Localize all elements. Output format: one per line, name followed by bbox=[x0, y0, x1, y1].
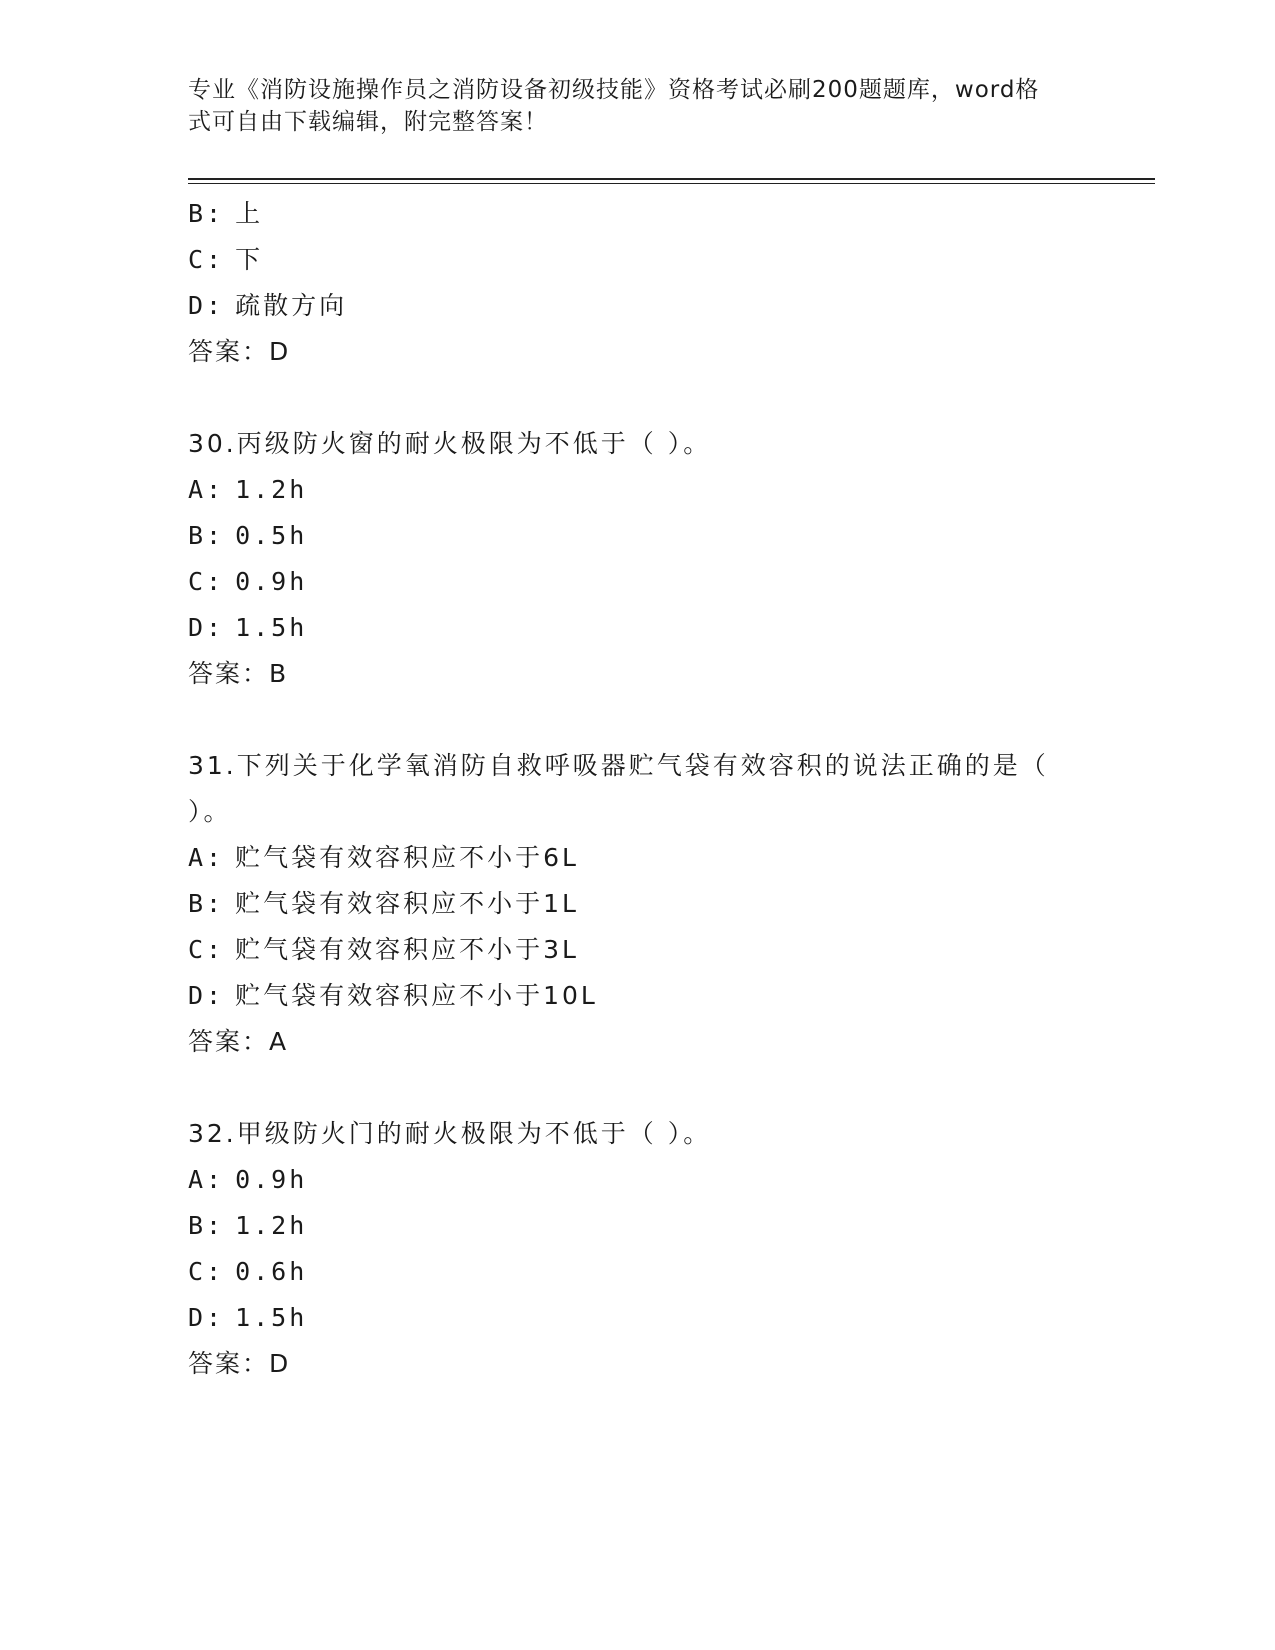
question-stem: 31.下列关于化学氧消防自救呼吸器贮气袋有效容积的说法正确的是（ bbox=[188, 751, 1049, 780]
option-line bbox=[188, 1203, 1088, 1249]
question-block-32 bbox=[188, 1111, 1088, 1387]
option-label: D: bbox=[188, 291, 225, 320]
answer-line: 答案：D bbox=[188, 337, 291, 366]
option-label: D: bbox=[188, 613, 225, 642]
option-text: 贮气袋有效容积应不小于3L bbox=[235, 935, 579, 964]
question-stem-continuation: ）。 bbox=[188, 797, 232, 826]
option-label: C: bbox=[188, 567, 225, 596]
header-divider-thin bbox=[188, 183, 1155, 184]
question-stem: 32.甲级防火门的耐火极限为不低于（ ）。 bbox=[188, 1119, 712, 1148]
option-line bbox=[188, 513, 1088, 559]
option-line bbox=[188, 1249, 1088, 1295]
option-text: 0.6h bbox=[235, 1257, 308, 1286]
question-list bbox=[188, 191, 1088, 1387]
option-line bbox=[188, 559, 1088, 605]
option-line bbox=[188, 1157, 1088, 1203]
option-line bbox=[188, 605, 1088, 651]
option-text: 0.5h bbox=[235, 521, 308, 550]
option-text: 贮气袋有效容积应不小于10L bbox=[235, 981, 598, 1010]
previous-question-block bbox=[188, 191, 1088, 375]
question-block-30 bbox=[188, 421, 1088, 697]
document-header bbox=[188, 74, 1068, 138]
option-text: 下 bbox=[235, 245, 264, 274]
option-label: A: bbox=[188, 843, 225, 872]
question-block-31 bbox=[188, 743, 1088, 1065]
question-stem: 30.丙级防火窗的耐火极限为不低于（ ）。 bbox=[188, 429, 712, 458]
option-line bbox=[188, 973, 1088, 1019]
answer-line: 答案：D bbox=[188, 1349, 291, 1378]
option-text: 上 bbox=[235, 199, 264, 228]
header-divider-thick bbox=[188, 178, 1155, 180]
option-line bbox=[188, 835, 1088, 881]
spacer bbox=[188, 1065, 1088, 1111]
option-text: 疏散方向 bbox=[235, 291, 348, 320]
option-text: 贮气袋有效容积应不小于1L bbox=[235, 889, 579, 918]
option-label: B: bbox=[188, 521, 225, 550]
option-label: D: bbox=[188, 1303, 225, 1332]
option-text: 0.9h bbox=[235, 567, 308, 596]
option-text: 贮气袋有效容积应不小于6L bbox=[235, 843, 579, 872]
option-text: 1.2h bbox=[235, 475, 308, 504]
option-line bbox=[188, 237, 1088, 283]
option-line bbox=[188, 1295, 1088, 1341]
option-label: C: bbox=[188, 935, 225, 964]
option-line bbox=[188, 467, 1088, 513]
option-label: A: bbox=[188, 1165, 225, 1194]
answer-line: 答案：A bbox=[188, 1027, 289, 1056]
header-title-line-1: 专业《消防设施操作员之消防设备初级技能》资格考试必刷200题题库，word格 bbox=[188, 77, 1040, 103]
option-label: A: bbox=[188, 475, 225, 504]
option-label: C: bbox=[188, 245, 225, 274]
header-title-line-2: 式可自由下载编辑，附完整答案！ bbox=[188, 109, 548, 135]
option-label: B: bbox=[188, 889, 225, 918]
option-label: B: bbox=[188, 199, 225, 228]
spacer bbox=[188, 697, 1088, 743]
option-line bbox=[188, 927, 1088, 973]
option-line bbox=[188, 283, 1088, 329]
option-label: B: bbox=[188, 1211, 225, 1240]
option-line bbox=[188, 881, 1088, 927]
option-label: D: bbox=[188, 981, 225, 1010]
option-text: 1.5h bbox=[235, 1303, 308, 1332]
option-text: 1.2h bbox=[235, 1211, 308, 1240]
spacer bbox=[188, 375, 1088, 421]
option-line bbox=[188, 191, 1088, 237]
option-label: C: bbox=[188, 1257, 225, 1286]
option-text: 0.9h bbox=[235, 1165, 308, 1194]
answer-line: 答案：B bbox=[188, 659, 289, 688]
option-text: 1.5h bbox=[235, 613, 308, 642]
